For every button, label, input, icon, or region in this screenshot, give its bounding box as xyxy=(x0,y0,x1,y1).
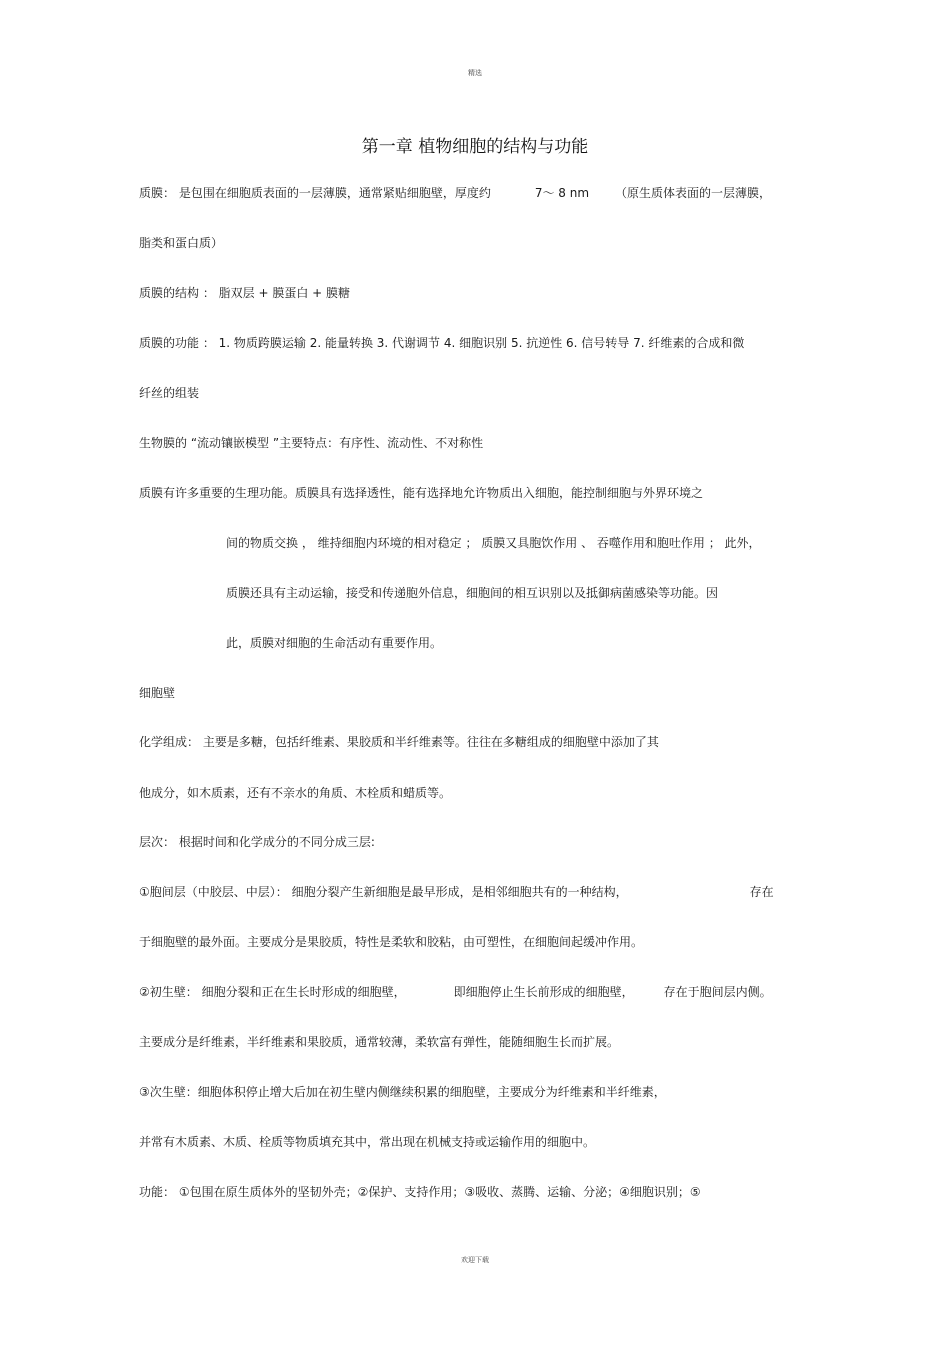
text-line-membrane-structure: 质膜的结构 ： 脂双层 + 膜蛋白 + 膜糖 xyxy=(139,286,350,300)
text-line-chemical-composition: 化学组成： 主要是多糖，包括纤维素、果胶质和半纤维素等。往往在多糖组成的细胞壁中添加了其 xyxy=(139,735,659,749)
text-line-layers: 层次： 根据时间和化学成分的不同分成三层: xyxy=(139,835,375,849)
text-segment: 存在于胞间层内侧。 xyxy=(663,985,772,999)
section-heading-cell-wall: 细胞壁 xyxy=(139,686,176,700)
text-line-primary-wall xyxy=(139,984,772,1000)
text-line: 主要成分是纤维素，半纤维素和果胶质，通常较薄，柔软富有弹性，能随细胞生长而扩展。 xyxy=(139,1035,620,1049)
text-line: 质膜有许多重要的生理功能。质膜具有选择透性，能有选择地允许物质出入细胞，能控制细胞与外界环境之 xyxy=(139,486,704,500)
page-footer: 欢迎下载 xyxy=(461,1256,489,1264)
text-line-cell-wall-function: 功能： ①包围在原生质体外的坚韧外壳；②保护、支持作用；③吸收、蒸腾、运输、分泌；④细胞识别；⑤ xyxy=(139,1185,701,1199)
text-segment: 即细胞停止生长前形成的细胞壁， xyxy=(453,985,634,999)
text-segment: （原生质体表面的一层薄膜， xyxy=(615,186,772,200)
page-header: 精选 xyxy=(468,69,482,77)
text-line: 纤丝的组装 xyxy=(139,386,200,400)
text-line-secondary-wall: ③次生壁：细胞体积停止增大后加在初生壁内侧继续积累的细胞壁，主要成分为纤维素和半纤维素， xyxy=(139,1085,666,1099)
text-segment: 存在 xyxy=(749,885,774,899)
text-line-membrane-function: 质膜的功能 ： 1. 物质跨膜运输 2. 能量转换 3. 代谢调节 4. 细胞识别 5. 抗逆性 6. 信号转导 7. 纤维素的合成和微 xyxy=(139,336,745,350)
text-segment: 7～ 8 nm xyxy=(534,186,590,200)
text-line-membrane-definition xyxy=(139,185,771,201)
text-segment: ②初生壁： 细胞分裂和正在生长时形成的细胞壁， xyxy=(139,985,406,999)
text-segment: ①胞间层（中胶层、中层）： 细胞分裂产生新细胞是最早形成，是相邻细胞共有的一种结构， xyxy=(139,885,628,899)
text-line: 脂类和蛋白质） xyxy=(139,236,224,250)
text-line: 他成分，如木质素，还有不亲水的角质、木栓质和蜡质等。 xyxy=(139,786,452,800)
text-line-indented: 质膜还具有主动运输，接受和传递胞外信息，细胞间的相互识别以及抵御病菌感染等功能。因 xyxy=(226,586,719,600)
text-line-indented: 此，质膜对细胞的生命活动有重要作用。 xyxy=(226,636,443,650)
text-line: 于细胞壁的最外面。主要成分是果胶质，特性是柔软和胶粘，由可塑性，在细胞间起缓冲作用。 xyxy=(139,935,644,949)
text-segment: 质膜： 是包围在细胞质表面的一层薄膜，通常紧贴细胞壁，厚度约 xyxy=(139,186,491,200)
chapter-title: 第一章 植物细胞的结构与功能 xyxy=(361,137,589,157)
text-line-fluid-mosaic-model: 生物膜的 “流动镶嵌模型 ”主要特点：有序性、流动性、不对称性 xyxy=(139,436,484,450)
text-line-middle-lamella xyxy=(139,884,774,900)
text-line-indented: 间的物质交换 ， 维持细胞内环境的相对稳定 ； 质膜又具胞饮作用 、 吞噬作用和胞吐作用 ； 此外， xyxy=(226,536,761,550)
text-line: 并常有木质素、木质、栓质等物质填充其中，常出现在机械支持或运输作用的细胞中。 xyxy=(139,1135,596,1149)
